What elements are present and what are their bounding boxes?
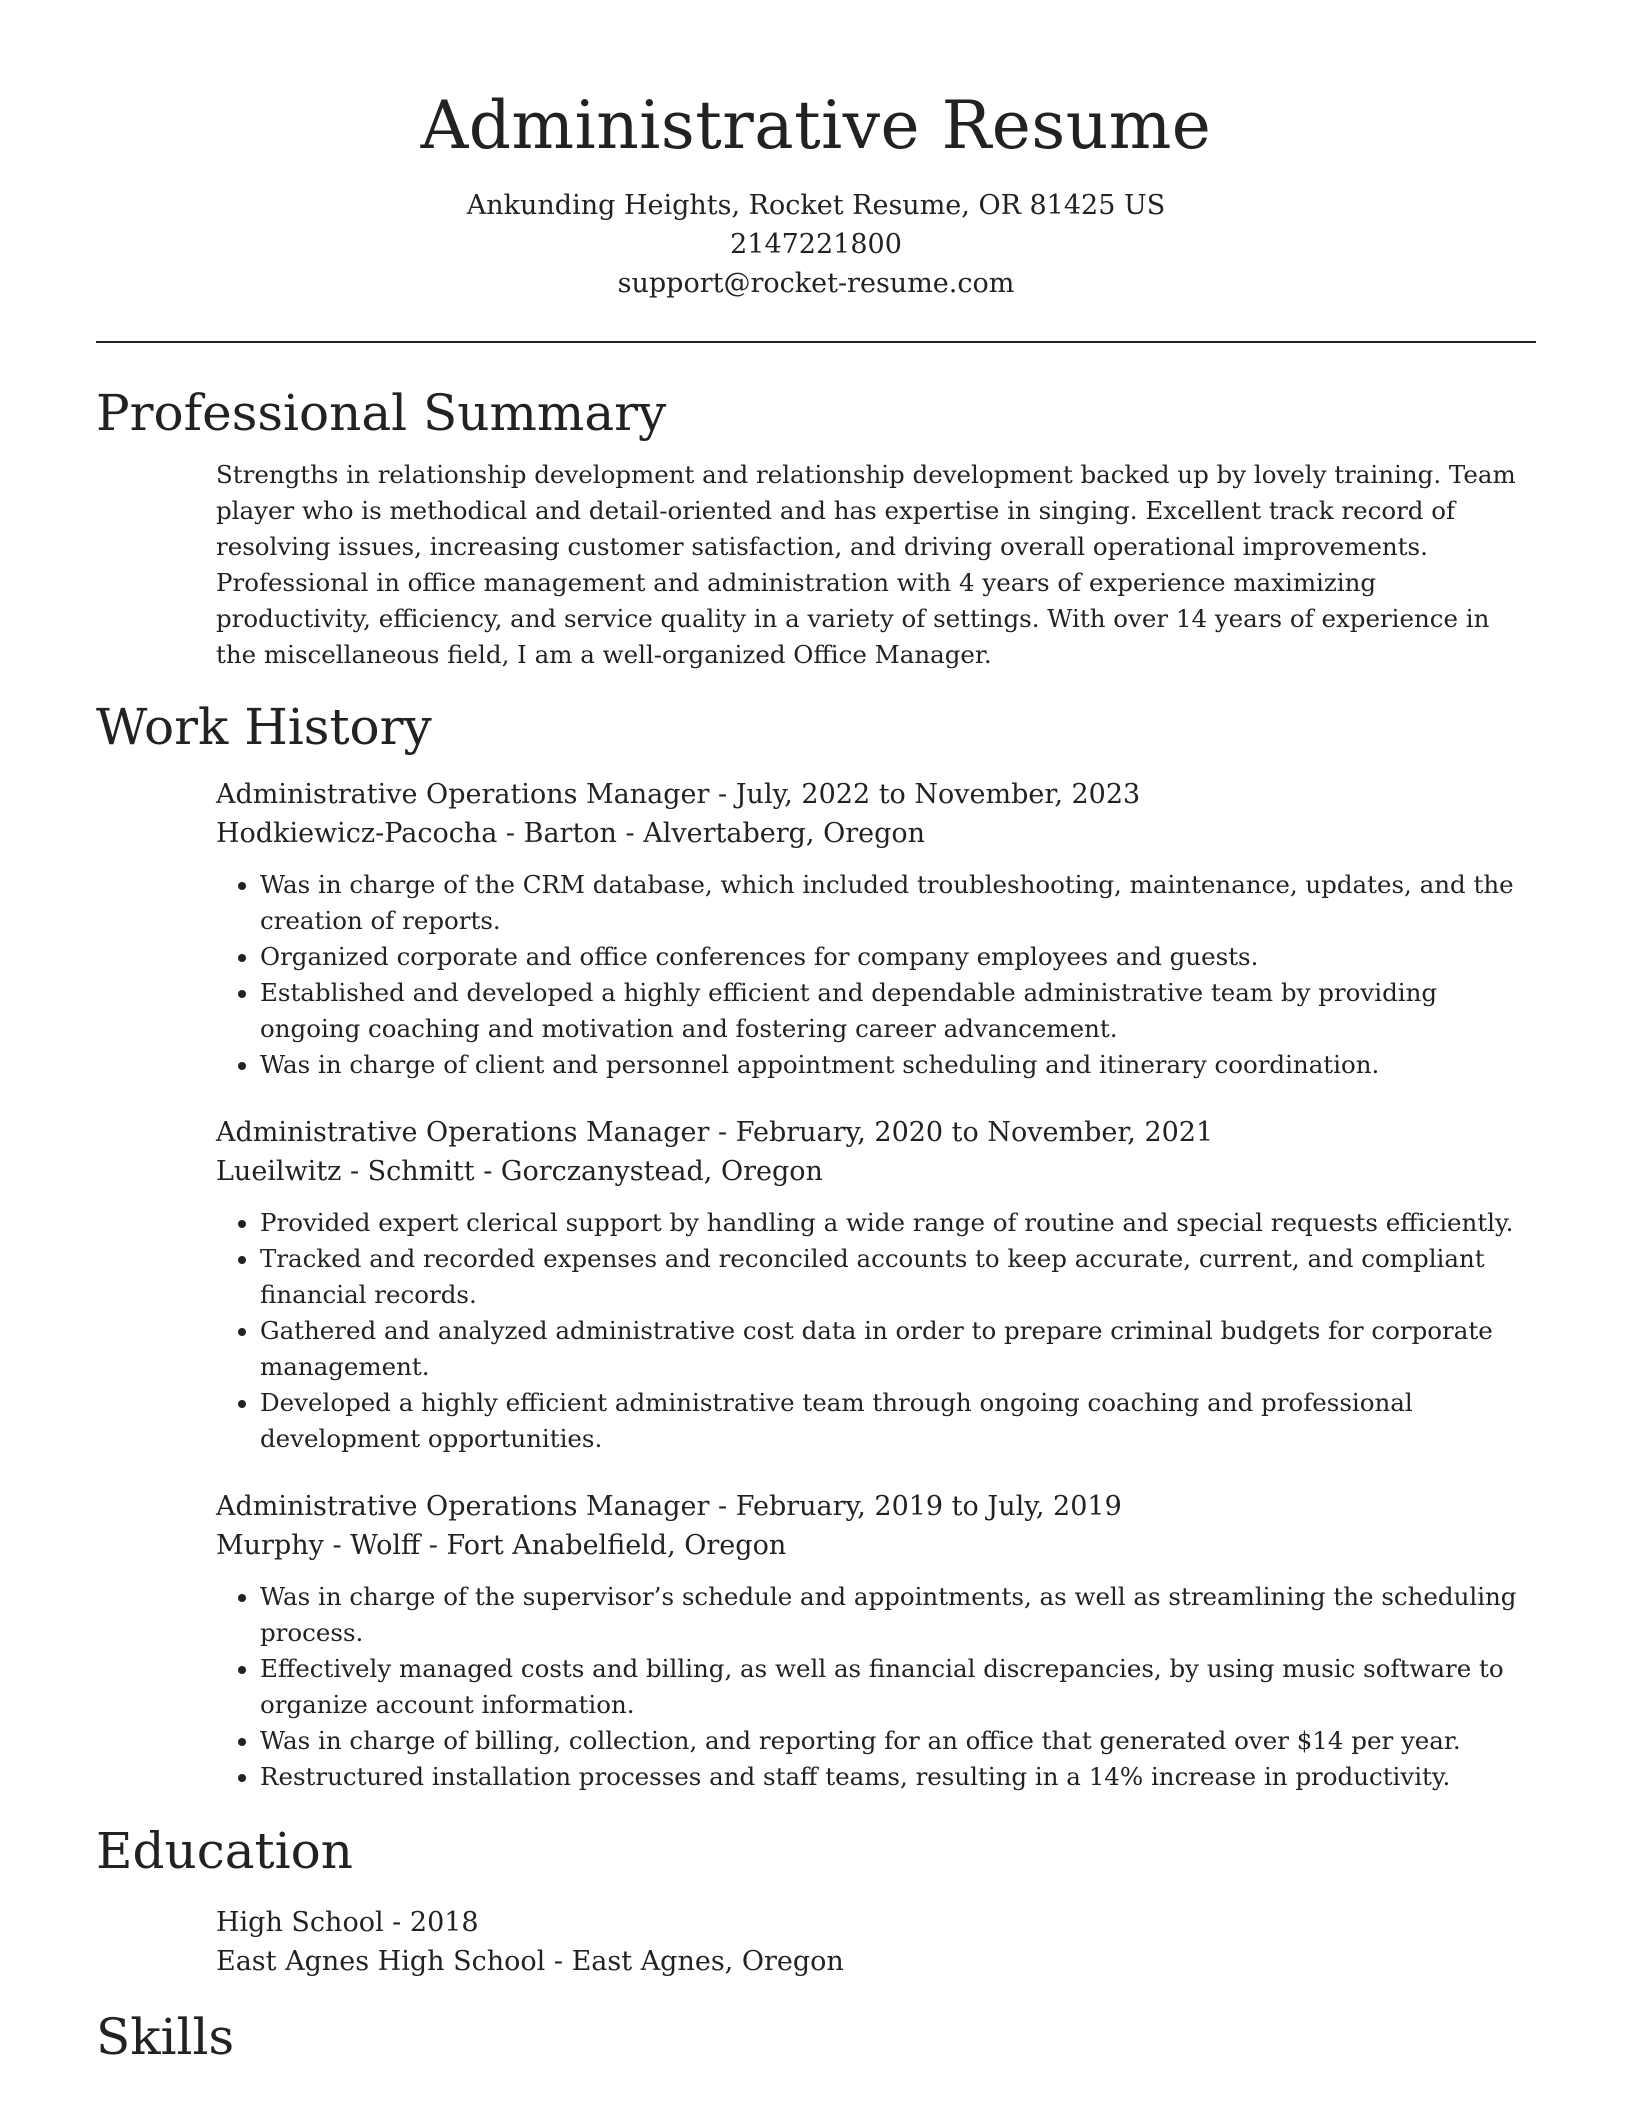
separator: - [420,1530,447,1561]
contact-info [96,186,1536,303]
separator: - [545,1946,572,1977]
bullet-item: • Tracked and recorded expenses and reconciled accounts to keep accurate, current, and compliant financial records. [260,1241,1536,1313]
job-entry [216,1113,1536,1191]
job-location: Gorczanystead, Oregon [500,1156,823,1187]
separator: - [709,1117,736,1148]
job-heading [216,1113,1536,1152]
resume-title: Administrative Resume [420,87,1212,164]
bullet-item: • Established and developed a highly efficient and dependable administrative team by providing ongoing coaching and motivation and fostering career advancement. [260,975,1536,1047]
company-name: Hodkiewicz-Pacocha - Barton [216,818,617,849]
bullet-item: • Was in charge of client and personnel appointment scheduling and itinerary coordination. [260,1047,1536,1083]
education-heading [216,1903,1536,1942]
bullet-item: • Effectively managed costs and billing, as well as financial discrepancies, by using music software to organize account information. [260,1651,1536,1723]
degree: High School [216,1907,384,1938]
bullet-item: • Restructured installation processes and staff teams, resulting in a 14% increase in productivity. [260,1759,1536,1795]
bullet-item: • Provided expert clerical support by handling a wide range of routine and special requests efficiently. [260,1205,1536,1241]
work-history [216,775,1536,1795]
section-title-education: Education [96,1822,353,1880]
job-employer [216,1526,1536,1565]
job-bullets [216,1579,1536,1795]
education-entry [216,1903,1536,1981]
phone: 2147221800 [730,229,902,260]
company-name: Murphy - Wolff [216,1530,421,1561]
bullet-item: • Organized corporate and office conferences for company employees and guests. [260,939,1536,975]
job-heading [216,775,1536,814]
separator: - [616,818,644,849]
separator: - [709,779,736,810]
section-title-summary: Professional Summary [96,384,667,442]
job-bullets [216,1205,1536,1457]
job-dates: July, 2022 to November, 2023 [735,779,1141,810]
job-entry [216,1487,1536,1565]
school-location: East Agnes, Oregon [571,1946,844,1977]
job-heading [216,1487,1536,1526]
bullet-item: • Was in charge of billing, collection, and reporting for an office that generated over $14 per year. [260,1723,1536,1759]
separator: - [383,1907,410,1938]
job-dates: February, 2020 to November, 2021 [735,1117,1214,1148]
separator: - [474,1156,501,1187]
graduation-year: 2018 [409,1907,479,1938]
job-title: Administrative Operations Manager [216,1491,710,1522]
job-dates: February, 2019 to July, 2019 [735,1491,1122,1522]
email: support@rocket-resume.com [617,268,1015,299]
company-name: Lueilwitz - Schmitt [216,1156,475,1187]
job-location: Fort Anabelfield, Oregon [446,1530,787,1561]
resume-header [96,0,1536,303]
bullet-item: • Was in charge of the CRM database, which included troubleshooting, maintenance, updates, and the creation of reports. [260,867,1536,939]
header-divider [96,341,1536,343]
job-bullets [216,867,1536,1083]
job-title: Administrative Operations Manager [216,1117,710,1148]
section-title-skills: Skills [96,2008,235,2066]
school-name: East Agnes High School [216,1946,546,1977]
education-school [216,1942,1536,1981]
bullet-item: • Was in charge of the supervisor’s schedule and appointments, as well as streamlining the scheduling process. [260,1579,1536,1651]
job-entry [216,775,1536,853]
bullet-item: • Developed a highly efficient administrative team through ongoing coaching and professional development opportunities. [260,1385,1536,1457]
summary-text: Strengths in relationship development and relationship development backed up by lovely training. Team player who is methodical and detail-oriented and has expertise in singing. Excellent track record of resolving issues, increasing customer satisfaction, and driving overall operational improvements. Professional in office management and administration with 4 years of experience maximizing productivity, efficiency, and service quality in a variety of settings. With over 14 years of experience in the miscellaneous field, I am a well-organized Office Manager. [216,460,1516,669]
job-employer [216,814,1536,853]
bullet-item: • Gathered and analyzed administrative cost data in order to prepare criminal budgets for corporate management. [260,1313,1536,1385]
section-title-work-history: Work History [96,698,432,756]
job-location: Alvertaberg, Oregon [643,818,926,849]
address: Ankunding Heights, Rocket Resume, OR 81425 US [466,190,1166,221]
job-title: Administrative Operations Manager [216,779,710,810]
separator: - [709,1491,736,1522]
job-employer [216,1152,1536,1191]
